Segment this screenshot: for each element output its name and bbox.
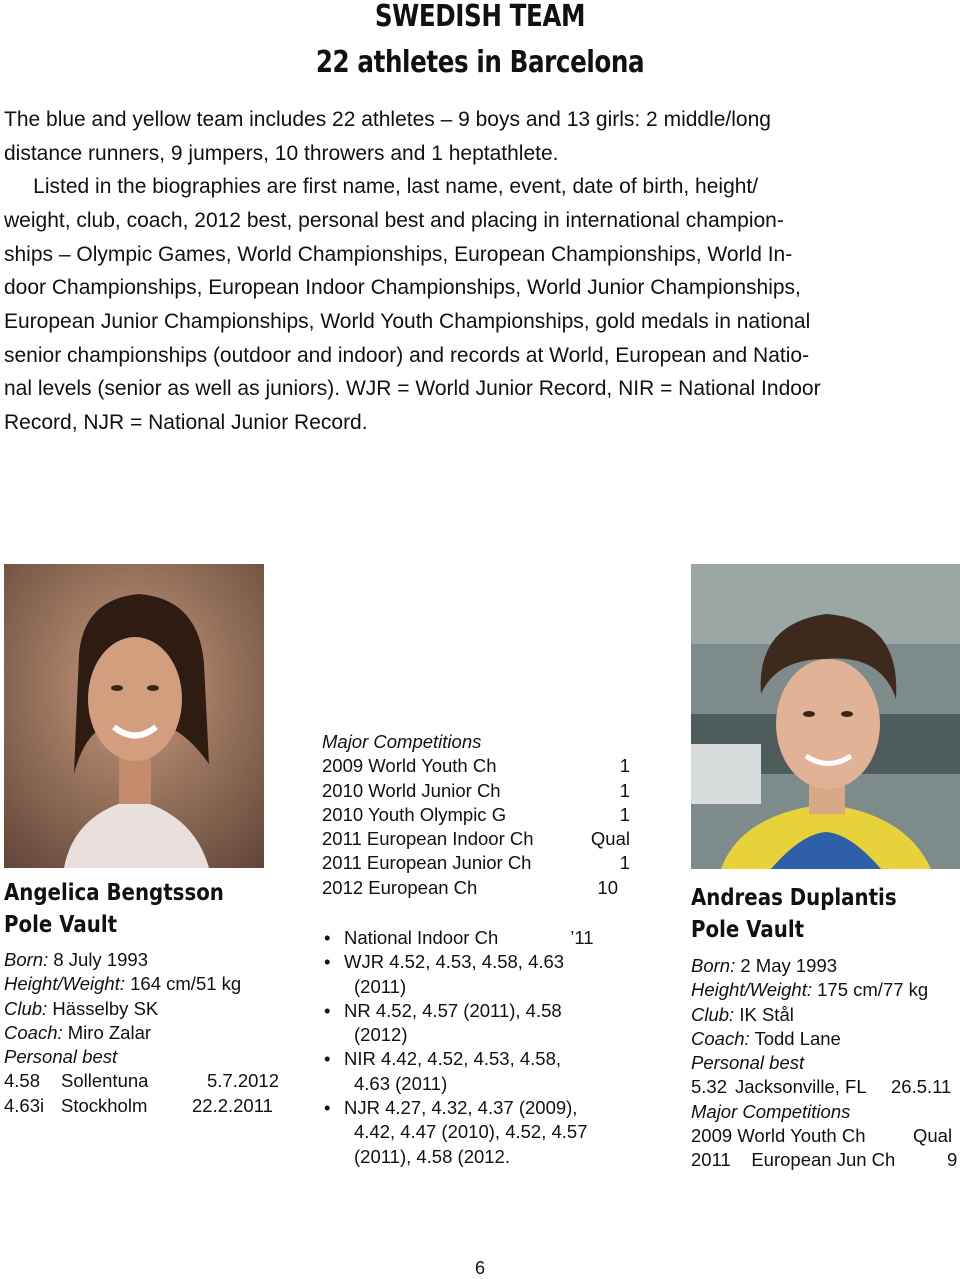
personal-best-row: [691, 1075, 960, 1099]
competition-result: 1: [619, 803, 630, 825]
bullet-line: 4.63 (2011): [354, 1072, 448, 1094]
height-weight-line: [691, 978, 960, 1002]
coach-line: [691, 1027, 960, 1051]
list-item: [322, 1096, 642, 1169]
intro-line: door Championships, European Indoor Championships, World Junior Championships,: [4, 276, 801, 299]
competition-event: 2009 World Youth Ch: [322, 755, 497, 777]
athlete-photo-right: [691, 564, 960, 869]
portrait-icon: [691, 564, 960, 869]
bullet-line: National Indoor Ch ’11: [344, 927, 594, 948]
born-line: [691, 954, 960, 978]
athlete-name-right: Andreas Duplantis: [691, 885, 897, 911]
competition-event: 2012 European Ch: [322, 876, 478, 898]
athlete-photo-left: [4, 564, 264, 868]
pb-date: 5.7.2012: [207, 1070, 280, 1092]
intro-line: Record, NJR = National Junior Record.: [4, 411, 368, 434]
page-subtitle: 22 athletes in Barcelona: [315, 45, 645, 80]
competition-row: [691, 1148, 960, 1172]
competition-result: 10: [597, 876, 618, 898]
competition-result: Qual: [590, 828, 630, 850]
bullet-line: • NR 4.52, 4.57 (2011), 4.58: [344, 999, 562, 1021]
competition-result: 1: [619, 755, 630, 777]
competition-row: [322, 827, 632, 851]
club-line: [4, 997, 294, 1021]
list-item: [322, 926, 642, 950]
major-competitions-left: [322, 730, 632, 900]
pb-date: 26.5.11: [891, 1076, 952, 1098]
major-competitions-label: Major Competitions: [691, 1100, 851, 1122]
club-label: Club:: [691, 1003, 735, 1025]
coach-line: [4, 1021, 294, 1045]
competition-event: 2011 European Jun Ch: [691, 1149, 896, 1171]
height-weight-value: 175 cm/77 kg: [817, 979, 929, 1001]
bullet-line: • NIR 4.42, 4.52, 4.53, 4.58,: [344, 1048, 562, 1070]
records-list-left: [322, 926, 642, 1169]
height-weight-label: Height/Weight:: [4, 973, 125, 995]
competition-row: [322, 876, 632, 900]
intro-line: The blue and yellow team includes 22 athletes – 9 boys and 13 girls: 2 middle/long: [4, 108, 771, 131]
intro-line: senior championships (outdoor and indoor) and records at World, European and Natio-: [4, 344, 810, 367]
list-item: [322, 1047, 642, 1096]
pb-place: Jacksonville, FL: [735, 1076, 867, 1098]
competition-result: 1: [619, 852, 630, 874]
personal-best-row: [4, 1094, 294, 1118]
competition-result: 9: [947, 1149, 958, 1171]
competition-event: 2011 European Indoor Ch: [322, 828, 534, 850]
competition-row: [322, 779, 632, 803]
coach-value: Miro Zalar: [67, 1021, 152, 1043]
coach-label: Coach:: [691, 1027, 750, 1049]
bullet-line: (2011), 4.58 (2012.: [354, 1145, 510, 1167]
personal-best-label: Personal best: [4, 1046, 118, 1068]
pb-mark: 5.32: [691, 1076, 728, 1098]
major-competitions-label: Major Competitions: [322, 731, 482, 752]
pb-mark: 4.63i: [4, 1094, 45, 1116]
competition-event: 2010 World Junior Ch: [322, 779, 501, 801]
coach-label: Coach:: [4, 1021, 63, 1043]
competition-row: [322, 754, 632, 778]
height-weight-value: 164 cm/51 kg: [130, 973, 242, 995]
intro-line: Listed in the biographies are first name, last name, event, date of birth, height/: [4, 175, 759, 198]
competition-row: [691, 1124, 960, 1148]
club-value: Hässelby SK: [52, 997, 159, 1019]
coach-value: Todd Lane: [754, 1027, 841, 1049]
athlete-name-left: Angelica Bengtsson: [4, 880, 224, 906]
intro-line: ships – Olympic Games, World Championships, European Championships, World In-: [4, 243, 793, 266]
intro-line: nal levels (senior as well as juniors). WJR = World Junior Record, NIR = National Indoor: [4, 377, 821, 400]
competition-row: [322, 803, 632, 827]
bullet-line: • WJR 4.52, 4.53, 4.58, 4.63: [344, 951, 565, 973]
page-number: 6: [474, 1258, 485, 1278]
born-value: 2 May 1993: [740, 955, 838, 976]
bullet-line: (2012): [354, 1024, 408, 1046]
born-line: [4, 948, 294, 972]
competition-row: [322, 851, 632, 875]
athlete-event-right: Pole Vault: [691, 917, 805, 943]
pb-place: Stockholm: [61, 1094, 148, 1116]
born-label: Born:: [691, 955, 736, 976]
competition-event: 2011 European Junior Ch: [322, 852, 532, 874]
list-item: [322, 999, 642, 1048]
club-value: IK Stål: [739, 1003, 794, 1025]
intro-line: distance runners, 9 jumpers, 10 throwers and 1 heptathlete.: [4, 142, 559, 165]
competition-event: 2009 World Youth Ch: [691, 1125, 866, 1147]
intro-line: European Junior Championships, World Youth Championships, gold medals in national: [4, 310, 811, 333]
personal-best-label: Personal best: [691, 1052, 805, 1074]
pb-date: 22.2.2011: [192, 1094, 273, 1116]
pb-place: Sollentuna: [61, 1070, 149, 1092]
club-label: Club:: [4, 997, 48, 1019]
athlete-info-right: [691, 954, 960, 1173]
competition-result: Qual: [913, 1125, 953, 1147]
born-value: 8 July 1993: [53, 949, 148, 970]
personal-best-row: [4, 1069, 294, 1093]
intro-line: weight, club, coach, 2012 best, personal best and placing in international champion-: [4, 209, 784, 232]
portrait-icon: [4, 564, 264, 868]
bullet-line: 4.42, 4.47 (2010), 4.52, 4.57: [354, 1121, 588, 1143]
pb-mark: 4.58: [4, 1070, 41, 1092]
athlete-event-left: Pole Vault: [4, 912, 118, 938]
athlete-info-left: [4, 948, 294, 1118]
club-line: [691, 1003, 960, 1027]
competition-event: 2010 Youth Olympic G: [322, 803, 507, 825]
height-weight-label: Height/Weight:: [691, 979, 812, 1001]
competition-result: 1: [619, 779, 630, 801]
bullet-line: • NJR 4.27, 4.32, 4.37 (2009),: [344, 1097, 578, 1119]
list-item: [322, 950, 642, 999]
bullet-line: (2011): [354, 975, 407, 997]
born-label: Born:: [4, 949, 49, 970]
page-title: SWEDISH TEAM: [374, 0, 586, 34]
height-weight-line: [4, 972, 294, 996]
